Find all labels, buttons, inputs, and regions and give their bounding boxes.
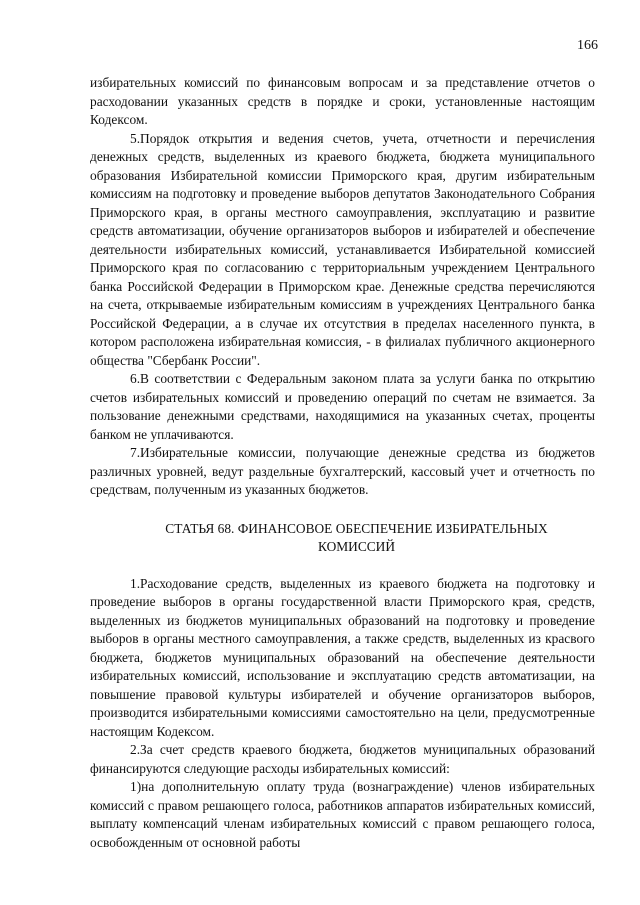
- paragraph: 6.В соответствии с Федеральным законом плата за услуги банка по открытию счетов избирательных комиссий и проведению операций по счетам не взимается. За пользование денежными средствами, находящимися на указанных счетах, проценты банком не уплачиваются.: [90, 371, 595, 442]
- paragraph: избирательных комиссий по финансовым вопросам и за представление отчетов о расходовании указанных средств в порядке и сроки, установленные настоящим Кодексом.: [90, 75, 595, 127]
- paragraph: 7.Избирательные комиссии, получающие денежные средства из бюджетов различных уровней, ведут раздельные бухгалтерский, кассовый учет и отчетность по средствам, полученным из указанных бюджетов.: [90, 445, 595, 497]
- paragraph: 5.Порядок открытия и ведения счетов, учета, отчетности и перечисления денежных средств, выделенных из краевого бюджета, бюджета муниципального образования Избирательной комиссии Приморского края, другим избирательным комиссиям на подготовку и проведение выборов депутатов Законодательного Собрания Приморского края, в органы местного самоуправления, эксплуатацию и развитие средств автоматизации, обучение организаторов выборов и избирателей и обеспечение деятельности избирательных комиссий, устанавливается Избирательной комиссией Приморского края по согласованию с территориальным учреждением Центрального банка Российской Федерации в Приморском крае. Денежные средства перечисляются на счета, открываемые избирательным комиссиям в учреждениях Центрального банка Российской Федерации, а в случае их отсутствия в пределах населенного пункта, в котором расположена избирательная комиссия, - в филиалах публичного акционерного общества "Сбербанк России".: [90, 130, 595, 368]
- article-heading-line: СТАТЬЯ 68. ФИНАНСОВОЕ ОБЕСПЕЧЕНИЕ ИЗБИРАТЕЛЬНЫХ: [165, 520, 548, 536]
- paragraph: 1)на дополнительную оплату труда (вознаграждение) членов избирательных комиссий с правом решающего голоса, работников аппаратов избирательных комиссий, выплату компенсаций членам избирательных комиссий с правом решающего голоса, освобожденным от основной работы: [90, 779, 595, 850]
- paragraph: 1.Расходование средств, выделенных из краевого бюджета на подготовку и проведение выборов в органы государственной власти Приморского края, средств, выделенных из бюджетов муниципальных образований на подготовку и проведение выборов в органы местного самоуправления, а также средств, выделенных из красвого бюджета, бюджетов муниципальных образований на обеспечение деятельности избирательных комиссий, использование и эксплуатацию средств автоматизации, на повышение правовой культуры избирателей и обучение организаторов выборов, производится избирательными комиссиями самостоятельно на цели, предусмотренные настоящим Кодексом.: [90, 575, 595, 739]
- document-body: [90, 74, 595, 852]
- article-heading-line: КОМИССИЙ: [317, 539, 396, 554]
- paragraph: 2.За счет средств краевого бюджета, бюджетов муниципальных образований финансируются следующие расходы избирательных комиссий:: [90, 742, 595, 776]
- page-number: 166: [577, 38, 598, 53]
- article-heading: [90, 520, 595, 557]
